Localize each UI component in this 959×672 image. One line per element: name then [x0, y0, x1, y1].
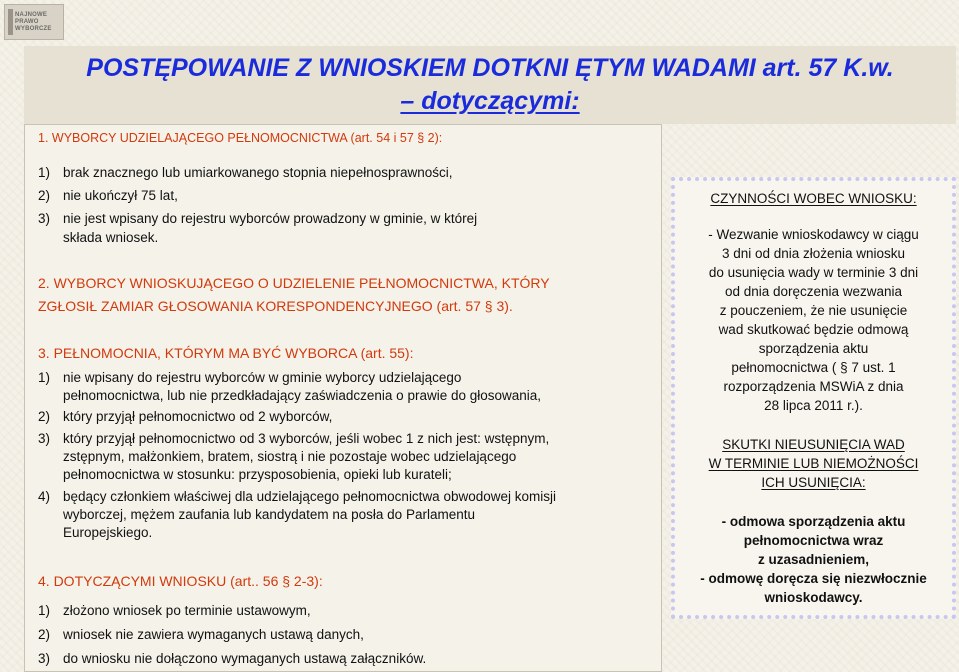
s4-item-3-text: do wniosku nie dołączono wymaganych ustawą załączników.: [63, 651, 427, 666]
actions-line-4: od dnia doręczenia wezwania: [724, 284, 903, 299]
effects-line-3: z uzasadnieniem,: [757, 552, 870, 567]
actions-line-2: 3 dni od dnia złożenia wniosku: [721, 246, 906, 261]
effects-line-2: pełnomocnictwa wraz: [743, 533, 884, 548]
right-content-box: [671, 177, 956, 619]
s3-item-3-num: 3): [38, 431, 51, 446]
s3-item-4-line-1: będący członkiem właściwej dla udzielającego pełnomocnictwa obwodowej komisji: [63, 489, 556, 504]
section-2-heading-line-1: 2. WYBORCY WNIOSKUJĄCEGO O UDZIELENIE PEŁNOMOCNICTWA, KTÓRY: [38, 275, 550, 291]
s3-item-4-line-3: Europejskiego.: [63, 525, 153, 540]
s4-item-1-num: 1): [38, 603, 51, 618]
effects-line-4: - odmowę doręcza się niezwłocznie: [700, 571, 927, 586]
actions-line-6: wad skutkować będzie odmową: [718, 322, 909, 337]
s3-item-3-line-3: pełnomocnictwa w stosunku: przysposobienia, opieki lub kurateli;: [63, 467, 452, 482]
left-content-box: [24, 124, 662, 672]
s3-item-4-line-2: wyborczej, mężem zaufania lub kandydatem na posła do Parlamentu: [63, 507, 475, 522]
s4-item-2-text: wniosek nie zawiera wymaganych ustawą danych,: [63, 627, 364, 642]
logo-line-2: PRAWO: [15, 18, 39, 25]
title-line-2: – dotyczącymi:: [400, 87, 580, 115]
s1-item-1-num: 1): [38, 165, 51, 180]
s4-item-2-num: 2): [38, 627, 51, 642]
actions-line-10: 28 lipca 2011 r.).: [764, 398, 863, 413]
actions-line-3: do usunięcia wady w terminie 3 dni: [708, 265, 919, 280]
section-1-heading: 1. WYBORCY UDZIELAJĄCEGO PEŁNOMOCNICTWA (art. 54 i 57 § 2):: [38, 131, 443, 145]
actions-line-5: z pouczeniem, że nie usunięcie: [719, 303, 908, 318]
logo-mark: [8, 9, 13, 35]
logo: [4, 4, 64, 40]
section-4-heading: 4. DOTYCZĄCYMI WNIOSKU (art.. 56 § 2-3):: [38, 573, 323, 589]
page-title: [24, 52, 956, 118]
s1-item-2-num: 2): [38, 188, 51, 203]
s3-item-1-line-2: pełnomocnictwa, lub nie przedkładający zaświadczenia o prawie do głosowania,: [63, 388, 542, 403]
s4-item-1-text: złożono wniosek po terminie ustawowym,: [63, 603, 311, 618]
s3-item-2-num: 2): [38, 409, 51, 424]
effects-title-line-1: SKUTKI NIEUSUNIĘCIA WAD: [722, 437, 905, 452]
title-line-1: POSTĘPOWANIE Z WNIOSKIEM DOTKNI ĘTYM WADAMI art. 57 K.w.: [86, 54, 894, 82]
effects-title-line-2: W TERMINIE LUB NIEMOŻNOŚCI: [708, 456, 919, 471]
s4-item-3-num: 3): [38, 651, 51, 666]
actions-line-1: - Wezwanie wnioskodawcy w ciągu: [708, 227, 919, 242]
s3-item-3-line-2: zstępnym, małżonkiem, bratem, siostrą i nie pozostaje wobec udzielającego: [63, 449, 517, 464]
section-2-heading-line-2: ZGŁOSIŁ ZAMIAR GŁOSOWANIA KORESPONDENCYJNEGO (art. 57 § 3).: [38, 298, 513, 314]
logo-line-1: NAJNOWE: [15, 11, 48, 18]
s3-item-2-line-1: który przyjął pełnomocnictwo od 2 wyborców,: [63, 409, 333, 424]
logo-line-3: WYBORCZE: [15, 25, 52, 32]
effects-title-line-3: ICH USUNIĘCIA:: [761, 475, 866, 490]
s1-item-3-text-line-2: składa wniosek.: [63, 230, 159, 245]
s1-item-1-text: brak znacznego lub umiarkowanego stopnia niepełnosprawności,: [63, 165, 453, 180]
effects-line-1: - odmowa sporządzenia aktu: [721, 514, 906, 529]
effects-line-5: wnioskodawcy.: [764, 590, 863, 605]
actions-line-9: rozporządzenia MSWiA z dnia: [723, 379, 904, 394]
s3-item-3-line-1: który przyjął pełnomocnictwo od 3 wyborców, jeśli wobec 1 z nich jest: wstępnym,: [63, 431, 550, 446]
actions-title: CZYNNOŚCI WOBEC WNIOSKU:: [710, 191, 917, 206]
section-3-heading: 3. PEŁNOMOCNIA, KTÓRYM MA BYĆ WYBORCA (art. 55):: [38, 345, 414, 361]
actions-line-8: pełnomocnictwa ( § 7 ust. 1: [731, 360, 896, 375]
s3-item-1-num: 1): [38, 370, 51, 385]
s1-item-2-text: nie ukończył 75 lat,: [63, 188, 178, 203]
actions-line-7: sporządzenia aktu: [758, 341, 869, 356]
s3-item-4-num: 4): [38, 489, 51, 504]
s1-item-3-num: 3): [38, 211, 51, 226]
s3-item-1-line-1: nie wpisany do rejestru wyborców w gminie wyborcy udzielającego: [63, 370, 462, 385]
s1-item-3-text-line-1: nie jest wpisany do rejestru wyborców prowadzony w gminie, w której: [63, 211, 478, 226]
